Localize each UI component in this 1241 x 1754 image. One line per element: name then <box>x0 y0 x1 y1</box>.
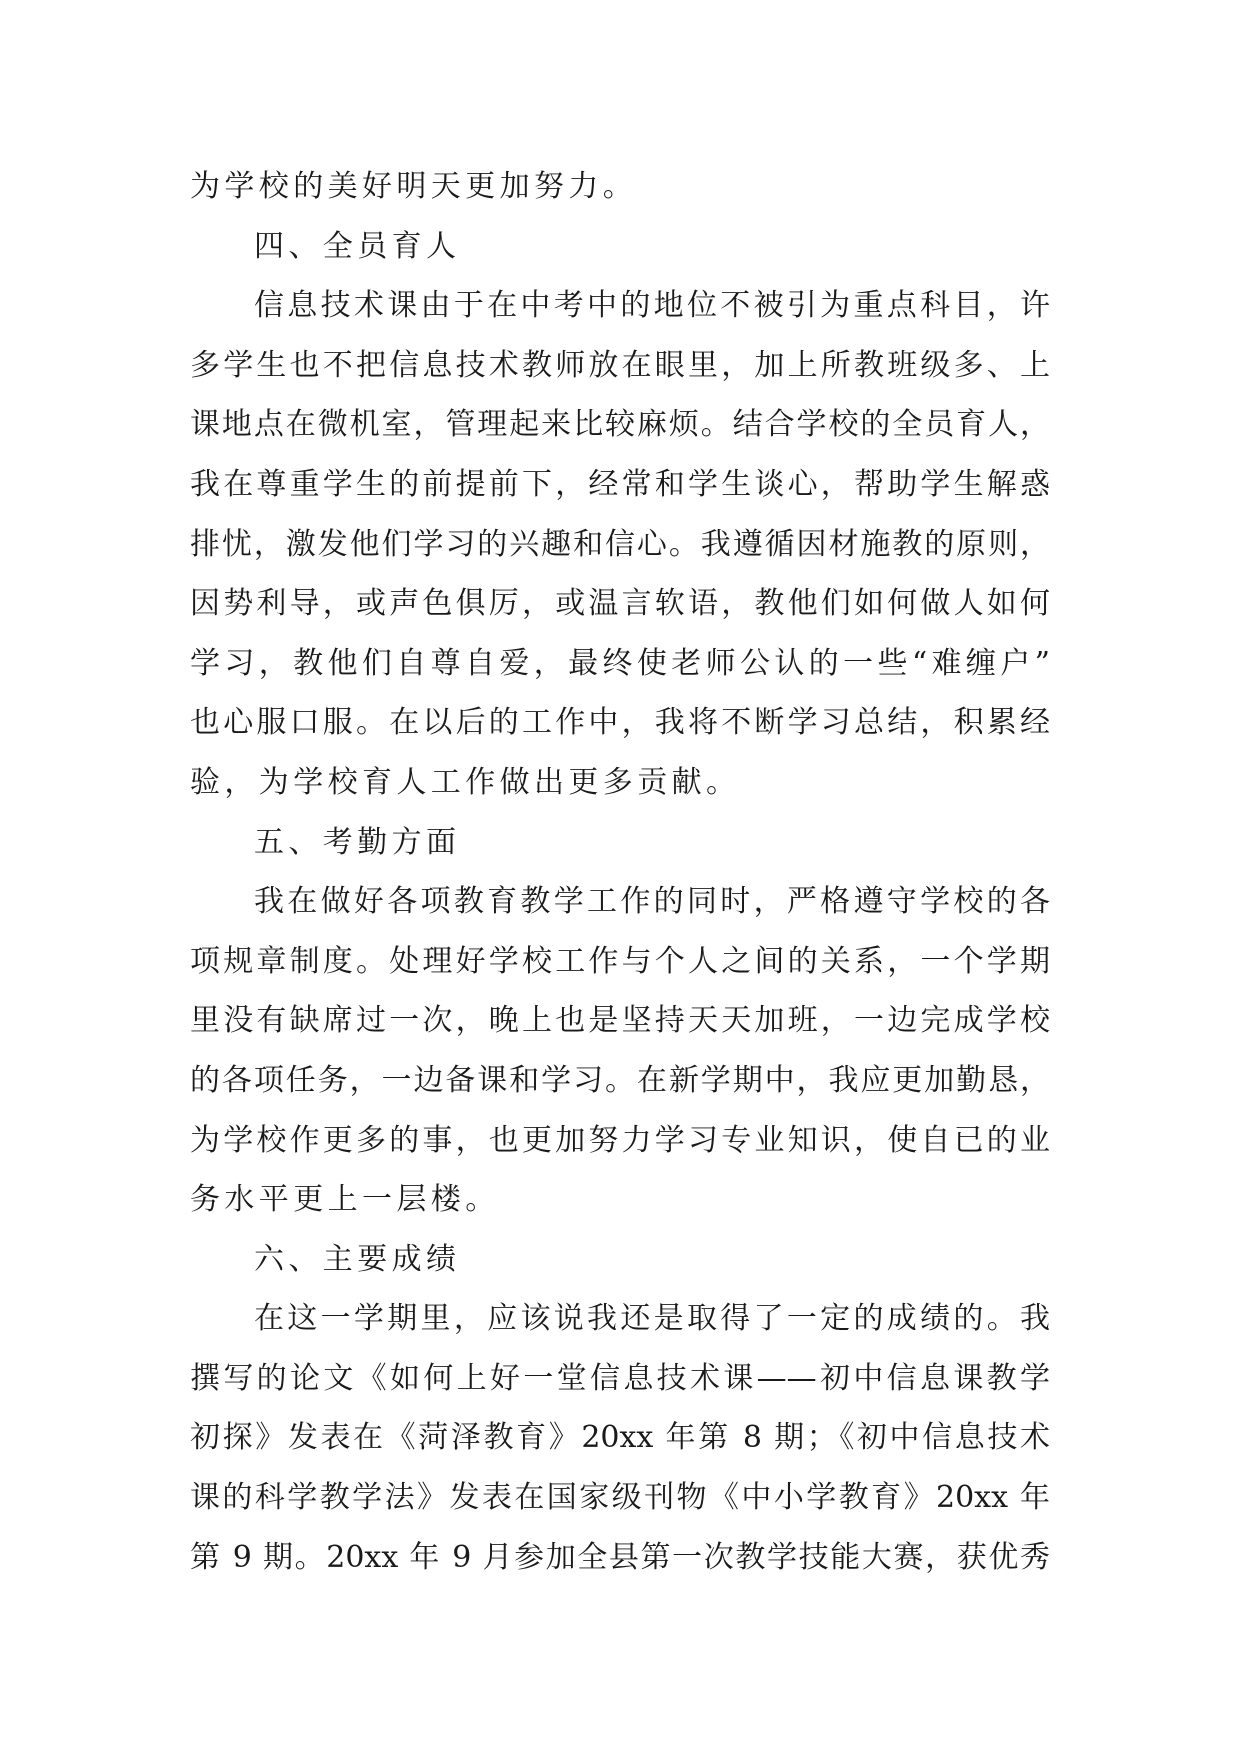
paragraph-line: 的各项任务，一边备课和学习。在新学期中，我应更加勤恳， <box>190 1062 1050 1098</box>
paragraph-line: 务水平更上一层楼。 <box>190 1182 500 1218</box>
paragraph-line: 也心服口服。在以后的工作中，我将不断学习总结，积累经 <box>190 705 1050 741</box>
paragraph-line: 验，为学校育人工作做出更多贡献。 <box>190 764 741 800</box>
paragraph-line: 课地点在微机室，管理起来比较麻烦。结合学校的全员育人， <box>190 407 1050 443</box>
paragraph-line: 多学生也不把信息技术教师放在眼里，加上所教班级多、上 <box>190 347 1050 383</box>
paragraph-line: 为学校的美好明天更加努力。 <box>190 169 638 204</box>
paragraph-line: 里没有缺席过一次，晚上也是坚持天天加班，一边完成学校 <box>190 1003 1050 1039</box>
document-page <box>190 157 1050 1587</box>
paragraph-line: 项规章制度。处理好学校工作与个人之间的关系，一个学期 <box>190 943 1050 979</box>
paragraph-line: 课的科学教学法》发表在国家级刊物《中小学教育》20xx 年 <box>190 1480 1050 1516</box>
paragraph-line: 为学校作更多的事，也更加努力学习专业知识，使自已的业 <box>190 1122 1050 1158</box>
paragraph-line: 初探》发表在《菏泽教育》20xx 年第 8 期；《初中信息技术 <box>190 1420 1050 1456</box>
paragraph-line: 在这一学期里，应该说我还是取得了一定的成绩的。我 <box>254 1301 1050 1337</box>
paragraph-line: 学习，教他们自尊自爱，最终使老师公认的一些“难缠户” <box>190 645 1050 681</box>
paragraph-line: 我在尊重学生的前提前下，经常和学生谈心，帮助学生解惑 <box>190 466 1050 502</box>
paragraph-line: 撰写的论文《如何上好一堂信息技术课——初中信息课教学 <box>190 1360 1050 1396</box>
paragraph-line: 排忧，激发他们学习的兴趣和信心。我遵循因材施教的原则， <box>190 526 1050 562</box>
paragraph-line: 我在做好各项教育教学工作的同时，严格遵守学校的各 <box>254 884 1050 920</box>
section-heading: 五、考勤方面 <box>254 824 461 860</box>
paragraph-line: 第 9 期。20xx 年 9 月参加全县第一次教学技能大赛，获优秀 <box>190 1539 1050 1575</box>
paragraph-line: 因势利导，或声色俱厉，或温言软语，教他们如何做人如何 <box>190 586 1050 622</box>
paragraph-line: 信息技术课由于在中考中的地位不被引为重点科目，许 <box>254 288 1050 324</box>
section-heading: 四、全员育人 <box>254 228 461 264</box>
section-heading: 六、主要成绩 <box>254 1241 461 1277</box>
